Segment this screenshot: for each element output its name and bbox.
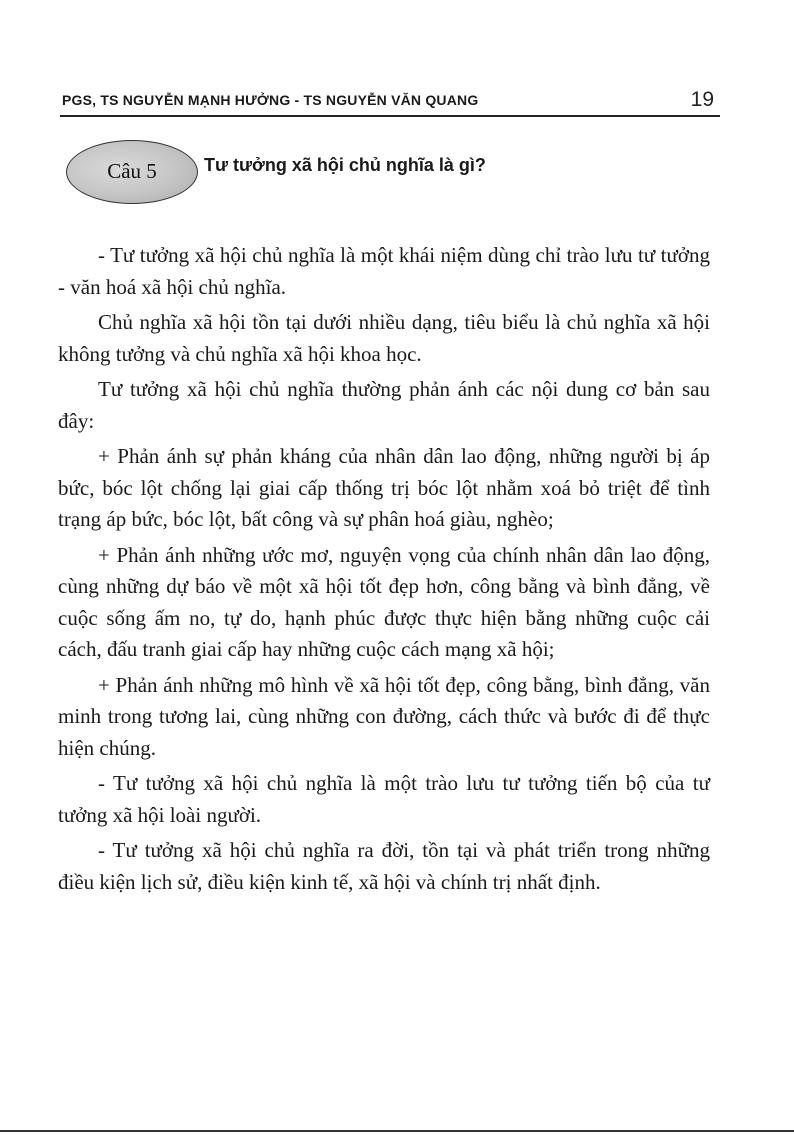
question-badge (66, 140, 198, 204)
header-rule (60, 115, 720, 117)
paragraph: - Tư tưởng xã hội chủ nghĩa là một khái niệm dùng chỉ trào lưu tư tưởng - văn hoá xã hội chủ nghĩa. (58, 243, 710, 299)
paragraph: + Phản ánh những mô hình về xã hội tốt đẹp, công bằng, bình đẳng, văn minh trong tương lai, cùng những con đường, cách thức và bước đi để thực hiện chúng. (58, 672, 710, 760)
page-bottom-edge (0, 1130, 794, 1132)
body-text (58, 240, 710, 902)
page-number: 19 (690, 88, 714, 111)
running-header (62, 88, 714, 112)
question-title: Tư tưởng xã hội chủ nghĩa là gì? (204, 155, 486, 175)
paragraph: Chủ nghĩa xã hội tồn tại dưới nhiều dạng, tiêu biểu là chủ nghĩa xã hội không tưởng và chủ nghĩa xã hội khoa học. (58, 310, 710, 366)
paragraph: + Phản ánh những ước mơ, nguyện vọng của chính nhân dân lao động, cùng những dự báo về một xã hội tốt đẹp hơn, công bằng và bình đẳng, về cuộc sống ấm no, tự do, hạnh phúc được thực hiện bằng những cuộc cải cách, đấu tranh giai cấp hay những cuộc cách mạng xã hội; (58, 542, 710, 661)
paragraph: - Tư tưởng xã hội chủ nghĩa ra đời, tồn tại và phát triển trong những điều kiện lịch sử, điều kiện kinh tế, xã hội và chính trị nhất định. (58, 838, 710, 894)
paragraph: - Tư tưởng xã hội chủ nghĩa là một trào lưu tư tưởng tiến bộ của tư tưởng xã hội loài người. (58, 771, 710, 827)
question-label: Câu 5 (107, 159, 157, 183)
paragraph: + Phản ánh sự phản kháng của nhân dân lao động, những người bị áp bức, bóc lột chống lại giai cấp thống trị bóc lột nhằm xoá bỏ triệt để tình trạng áp bức, bóc lột, bất công và sự phân hoá giàu, nghèo; (58, 444, 710, 531)
paragraph: Tư tưởng xã hội chủ nghĩa thường phản ánh các nội dung cơ bản sau đây: (58, 377, 710, 433)
header-authors: PGS, TS NGUYỄN MẠNH HƯỞNG - TS NGUYỄN VĂN QUANG (62, 92, 479, 108)
